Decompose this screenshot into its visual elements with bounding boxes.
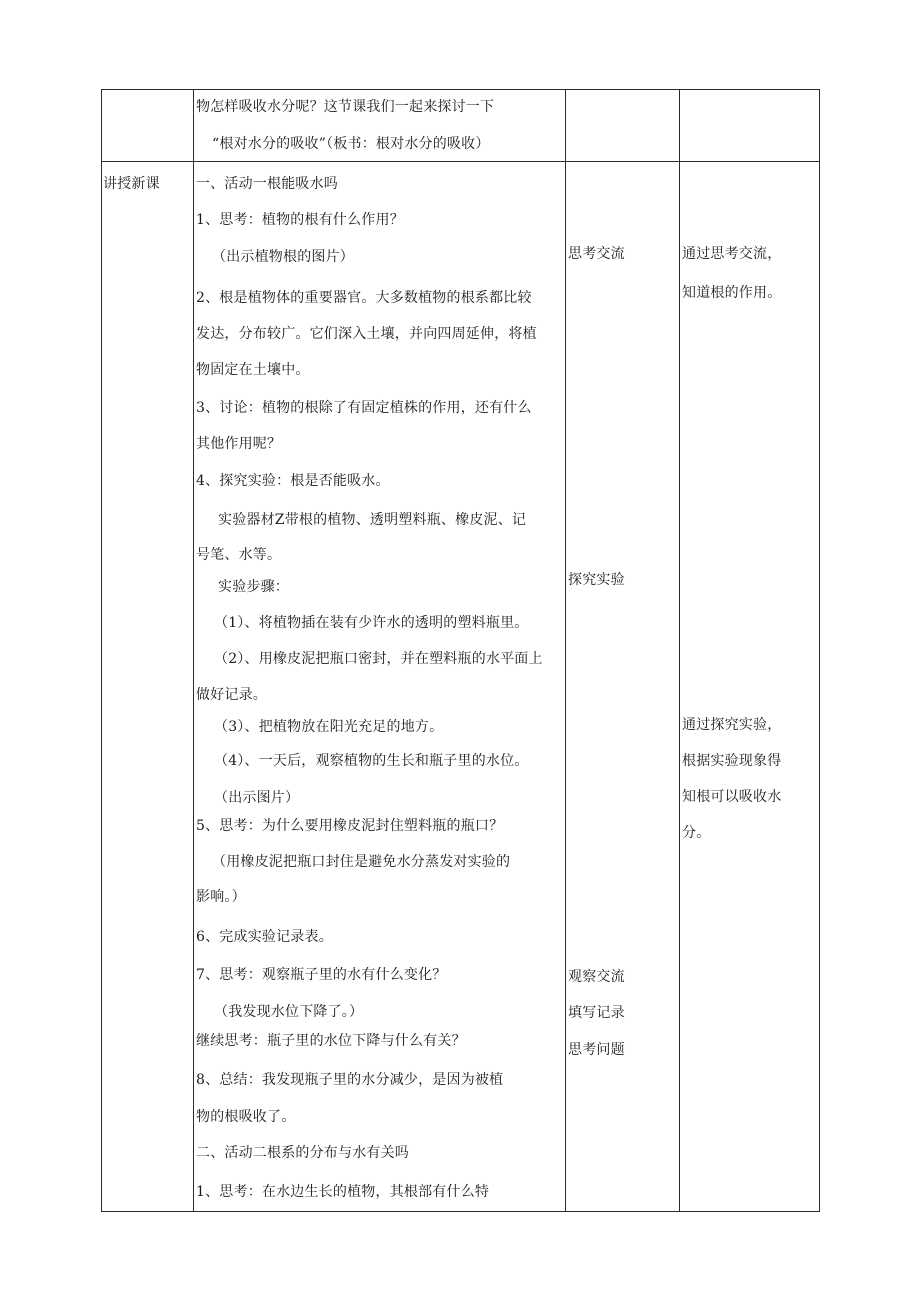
table-col-divider-3 bbox=[679, 89, 680, 1212]
content-line: （出示植物根的图片） bbox=[212, 249, 354, 265]
stage-label: 讲授新课 bbox=[103, 176, 160, 192]
design-intent: 分。 bbox=[682, 825, 711, 841]
design-intent: 通过思考交流， bbox=[682, 246, 782, 262]
content-line: （4）、一天后，观察植物的生长和瓶子里的水位。 bbox=[214, 753, 529, 769]
content-line: （3）、把植物放在阳光充足的地方。 bbox=[214, 719, 444, 735]
content-line: 号笔、水等。 bbox=[196, 547, 282, 563]
table-left-border bbox=[101, 89, 102, 1212]
table-right-border bbox=[819, 89, 820, 1212]
design-intent: 知道根的作用。 bbox=[682, 285, 782, 301]
content-line: 做好记录。 bbox=[196, 687, 267, 703]
content-line: 发达，分布较广。它们深入土壤，并向四周延伸，将植 bbox=[196, 326, 537, 342]
student-activity: 观察交流 bbox=[568, 969, 625, 985]
student-activity: 思考交流 bbox=[568, 246, 625, 262]
student-activity: 思考问题 bbox=[568, 1042, 625, 1058]
content-line: 物的根吸收了。 bbox=[196, 1109, 296, 1125]
prev-content-line-2: “根对水分的吸收”（板书：根对水分的吸收） bbox=[212, 136, 490, 152]
student-activity: 填写记录 bbox=[568, 1005, 625, 1021]
table-bottom-border bbox=[101, 1211, 819, 1212]
content-line: 4、探究实验：根是否能吸水。 bbox=[196, 473, 390, 489]
content-line: 继续思考：瓶子里的水位下降与什么有关？ bbox=[196, 1033, 466, 1049]
table-top-border bbox=[101, 89, 819, 90]
content-line: （出示图片） bbox=[214, 790, 300, 806]
content-line: 一、活动一根能吸水吗 bbox=[196, 176, 338, 192]
content-line: （我发现水位下降了。） bbox=[214, 1004, 364, 1020]
student-activity: 探究实验 bbox=[568, 572, 625, 588]
design-intent: 通过探究实验， bbox=[682, 717, 782, 733]
content-line: 其他作用呢？ bbox=[196, 436, 282, 452]
table-col-divider-1 bbox=[193, 89, 194, 1212]
content-line: 7、思考：观察瓶子里的水有什么变化？ bbox=[196, 967, 447, 983]
content-line: 1、思考：植物的根有什么作用？ bbox=[196, 212, 404, 228]
design-intent: 根据实验现象得 bbox=[682, 753, 782, 769]
content-line: 1、思考：在水边生长的植物，其根部有什么特 bbox=[196, 1184, 490, 1200]
content-line: （1）、将植物插在装有少许水的透明的塑料瓶里。 bbox=[214, 615, 529, 631]
prev-content-line-1: 物怎样吸收水分呢？这节课我们一起来探讨一下 bbox=[196, 99, 495, 115]
content-line: 5、思考：为什么要用橡皮泥封住塑料瓶的瓶口？ bbox=[196, 818, 504, 834]
content-line: （用橡皮泥把瓶口封住是避免水分蒸发对实验的 bbox=[212, 854, 511, 870]
content-line: 二、活动二根系的分布与水有关吗 bbox=[196, 1145, 409, 1161]
table-row-divider bbox=[101, 161, 819, 162]
content-line: 物固定在土壤中。 bbox=[196, 362, 310, 378]
content-line: 8、总结：我发现瓶子里的水分减少，是因为被植 bbox=[196, 1072, 504, 1088]
content-line: （2）、用橡皮泥把瓶口密封，并在塑料瓶的水平面上 bbox=[214, 651, 543, 667]
content-line: 实验器材Z带根的植物、透明塑料瓶、橡皮泥、记 bbox=[218, 512, 527, 528]
content-line: 2、根是植物体的重要器官。大多数植物的根系都比较 bbox=[196, 290, 532, 306]
table-col-divider-2 bbox=[565, 89, 566, 1212]
content-line: 影响。） bbox=[196, 889, 246, 905]
content-line: 实验步骤： bbox=[218, 579, 289, 595]
design-intent: 知根可以吸收水 bbox=[682, 789, 782, 805]
content-line: 6、完成实验记录表。 bbox=[196, 929, 333, 945]
content-line: 3、讨论：植物的根除了有固定植株的作用，还有什么 bbox=[196, 400, 532, 416]
